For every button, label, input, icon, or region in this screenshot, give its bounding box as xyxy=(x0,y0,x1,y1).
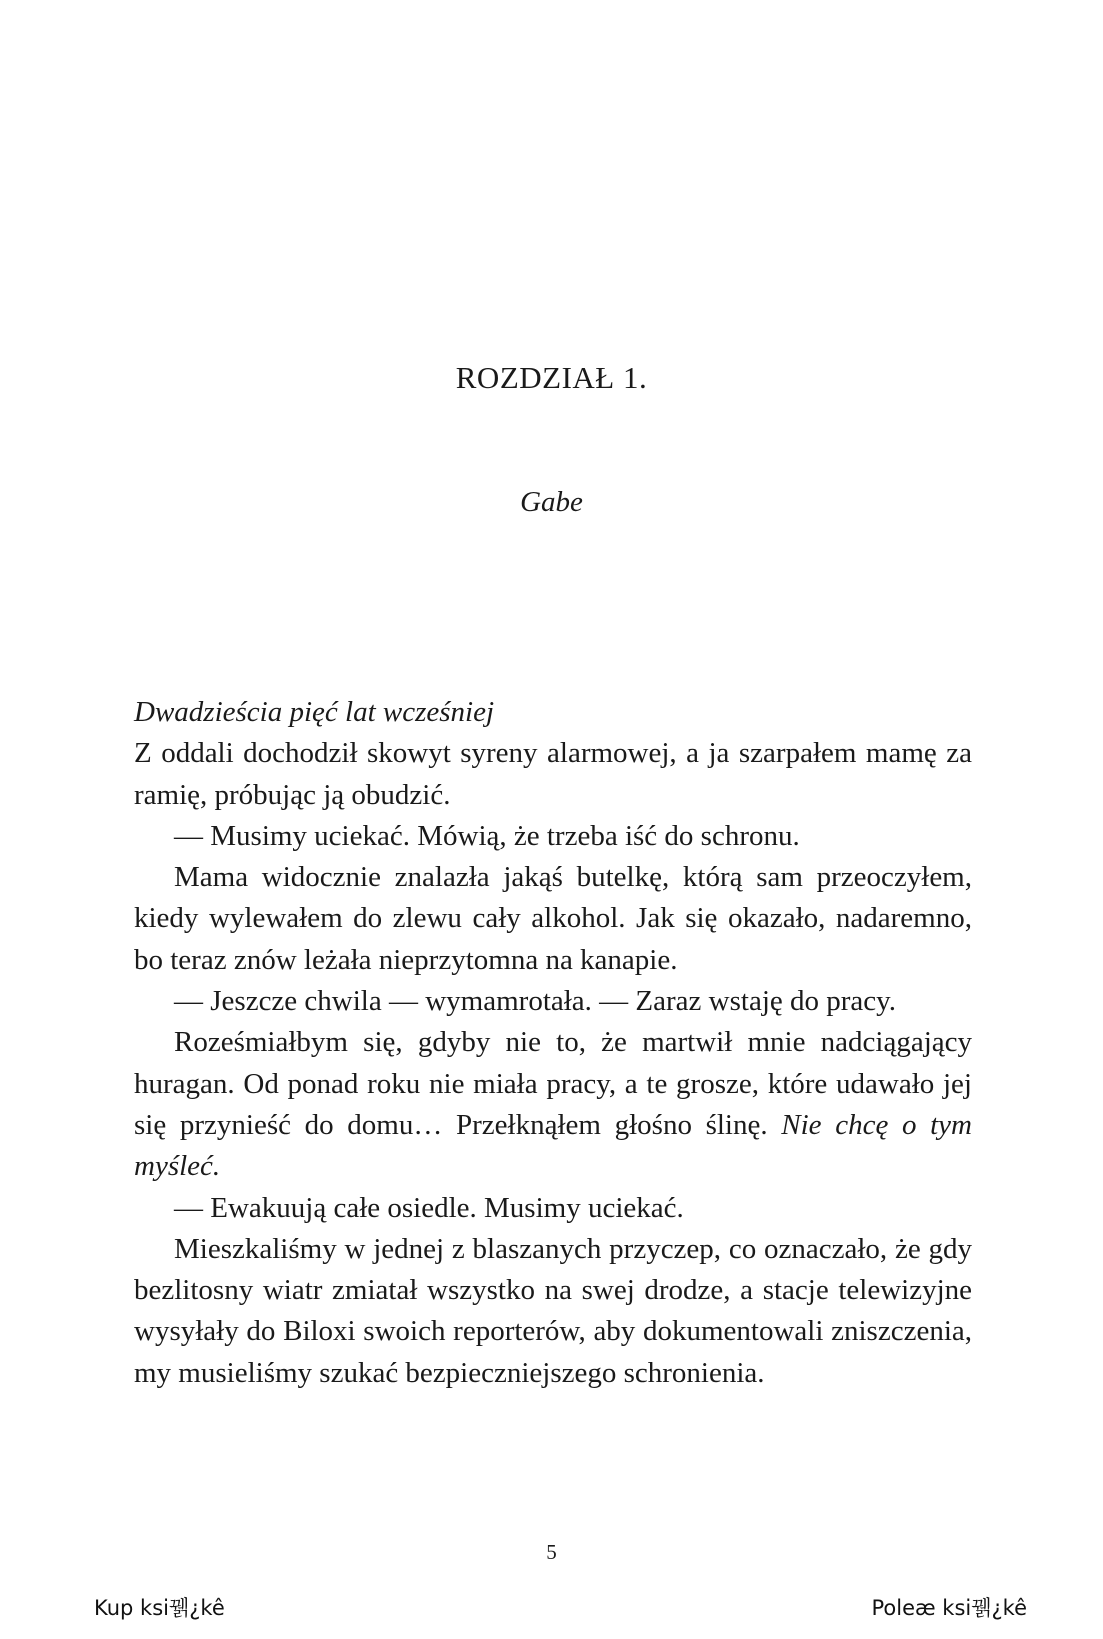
paragraph-text: Roześmiałbym się, gdyby nie to, że martwił mnie nadciągający huragan. Od ponad roku nie miała pracy, a te grosze, które udawało jej się przynieść do domu… Przełknąłem głośno ślinę. xyxy=(134,1026,972,1141)
dialogue-paragraph: — Musimy uciekać. Mówią, że trzeba iść do schronu. xyxy=(174,819,800,852)
paragraph: Mama widocznie znalazła jakąś butelkę, którą sam przeoczyłem, kiedy wylewałem do zlewu cały alkohol. Jak się okazało, nadaremno, bo teraz znów leżała nieprzytomna na kanapie. xyxy=(134,861,972,976)
page-number: 5 xyxy=(546,1540,557,1564)
paragraph: Z oddali dochodził skowyt syreny alarmowej, a ja szarpałem mamę za ramię, próbując ją obudzić. xyxy=(134,737,972,811)
buy-book-link[interactable]: Kup ksi꿹¿kê xyxy=(94,1596,225,1620)
chapter-pov-name: Gabe xyxy=(520,486,583,518)
italic-thought: Nie chcę o tym myśleć. xyxy=(134,1108,972,1183)
dateline: Dwadzieścia pięć lat wcześniej xyxy=(134,696,495,728)
recommend-book-link[interactable]: Poleæ ksi꿹¿kê xyxy=(871,1596,1027,1620)
paragraph xyxy=(134,1022,972,1187)
dialogue-paragraph: — Ewakuują całe osiedle. Musimy uciekać. xyxy=(174,1191,684,1224)
paragraph: Mieszkaliśmy w jednej z blaszanych przyczep, co oznaczało, że gdy bezlitosny wiatr zmiatał wszystko na swej drodze, a stacje telewizyjne wysyłały do Biloxi swoich reporterów, aby dokumentowali zniszczenia, my musieliśmy szukać bezpieczniejszego schronienia. xyxy=(134,1232,972,1389)
chapter-heading: ROZDZIAŁ 1. xyxy=(455,360,648,395)
body-text xyxy=(134,692,972,1394)
dialogue-paragraph: — Jeszcze chwila — wymamrotała. — Zaraz wstaję do pracy. xyxy=(174,985,897,1018)
